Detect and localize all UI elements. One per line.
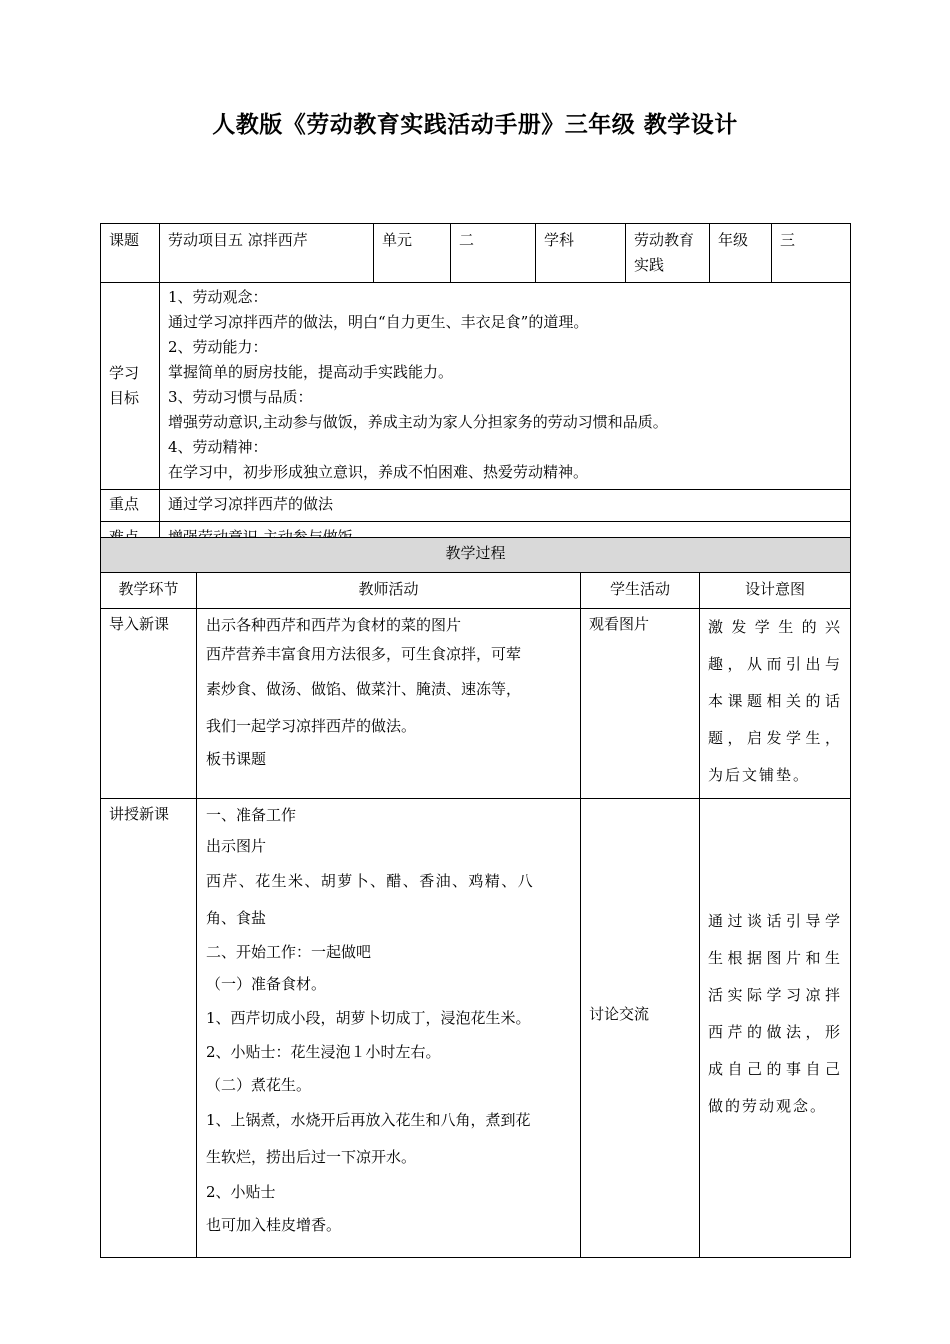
table-row — [101, 799, 851, 1258]
grade-label: 年级 — [718, 231, 749, 249]
objective-line: 2、劳动能力： — [168, 338, 268, 356]
topic-label-cell — [101, 224, 160, 283]
column-header — [101, 573, 197, 609]
grade-value-cell — [772, 224, 851, 283]
subject-label-cell — [536, 224, 626, 283]
teacher-activity-cell — [197, 799, 581, 1258]
column-header — [197, 573, 581, 609]
teaching-process-table — [100, 537, 851, 1258]
unit-value: 二 — [459, 231, 475, 249]
topic-value: 劳动项目五 凉拌西芹 — [168, 231, 308, 249]
lesson-info-table — [100, 223, 851, 555]
teacher-line: 我们一起学习凉拌西芹的做法。 — [206, 717, 417, 735]
design-intent: 通过谈话引导学生根据图片和生活实际学习凉拌西芹的做法，形成自己的事自己做的劳动观念。 — [708, 912, 843, 1115]
objective-line: 增强劳动意识,主动参与做饭，养成主动为家人分担家务的劳动习惯和品质。 — [168, 413, 668, 431]
teacher-line: 也可加入桂皮增香。 — [206, 1216, 342, 1234]
teacher-line: 板书课题 — [206, 750, 267, 768]
teacher-line: 角、食盐 — [206, 909, 267, 927]
topic-label: 课题 — [109, 231, 140, 249]
design-intent: 激发学生的兴趣，从而引出与本课题相关的话题，启发学生，为后文铺垫。 — [708, 618, 843, 784]
student-activity-cell — [581, 799, 700, 1258]
grade-value: 三 — [780, 231, 796, 249]
teacher-activity-cell — [197, 609, 581, 799]
stage-cell — [101, 799, 197, 1258]
teacher-line: （二）煮花生。 — [206, 1076, 312, 1094]
objective-line: 1、劳动观念： — [168, 288, 268, 306]
column-header-teacher: 教师活动 — [358, 580, 419, 598]
stage-label: 导入新课 — [109, 615, 170, 633]
teacher-line: 出示图片 — [206, 837, 267, 855]
document-title: 人教版《劳动教育实践活动手册》三年级 教学设计 — [212, 111, 738, 138]
topic-value-cell — [160, 224, 374, 283]
column-header-student: 学生活动 — [609, 580, 670, 598]
design-intent-cell — [700, 609, 851, 799]
column-header — [700, 573, 851, 609]
objectives-cell — [160, 283, 851, 490]
unit-label: 单元 — [382, 231, 413, 249]
unit-value-cell — [451, 224, 536, 283]
teacher-line: 出示各种西芹和西芹为食材的菜的图片 — [206, 616, 462, 634]
teacher-line: 2、小贴士：花生浸泡１小时左右。 — [206, 1043, 441, 1061]
subject-value-cell — [626, 224, 710, 283]
teacher-line: 2、小贴士 — [206, 1183, 276, 1201]
teacher-line: 素炒食、做汤、做馅、做菜汁、腌渍、速冻等， — [206, 680, 522, 698]
teacher-line: 生软烂，捞出后过一下凉开水。 — [206, 1148, 417, 1166]
student-activity: 观看图片 — [589, 615, 650, 633]
teacher-line: 1、上锅煮，水烧开后再放入花生和八角，煮到花 — [206, 1111, 531, 1129]
design-intent-cell — [700, 799, 851, 1258]
stage-label: 讲授新课 — [109, 805, 170, 823]
column-header-stage: 教学环节 — [118, 580, 179, 598]
key-point-label-cell — [101, 490, 160, 522]
objectives-label: 学习目标 — [109, 364, 140, 407]
objective-line: 通过学习凉拌西芹的做法，明白“自力更生、丰衣足食”的道理。 — [168, 313, 589, 331]
subject-value: 劳动教育实践 — [634, 231, 695, 274]
unit-label-cell — [374, 224, 451, 283]
student-activity-cell — [581, 609, 700, 799]
table-row — [101, 609, 851, 799]
key-point-label: 重点 — [109, 495, 140, 513]
objective-line: 在学习中，初步形成独立意识，养成不怕困难、热爱劳动精神。 — [168, 463, 589, 481]
grade-label-cell — [710, 224, 772, 283]
teacher-line: （一）准备食材。 — [206, 975, 327, 993]
key-point-value: 通过学习凉拌西芹的做法 — [168, 495, 334, 513]
objective-line: 掌握简单的厨房技能，提高动手实践能力。 — [168, 363, 454, 381]
student-activity: 讨论交流 — [589, 1004, 650, 1023]
stage-cell — [101, 609, 197, 799]
teacher-line: 西芹、花生米、胡萝卜、醋、香油、鸡精、八 — [206, 872, 535, 890]
teacher-line: 1、西芹切成小段，胡萝卜切成丁，浸泡花生米。 — [206, 1009, 531, 1027]
teacher-line: 二、开始工作：一起做吧 — [206, 943, 372, 961]
objective-line: 3、劳动习惯与品质： — [168, 388, 313, 406]
column-header-intent: 设计意图 — [745, 580, 806, 598]
process-header-cell — [101, 538, 851, 573]
key-point-cell — [160, 490, 851, 522]
subject-label: 学科 — [544, 231, 575, 249]
teacher-line: 一、准备工作 — [206, 806, 297, 824]
teacher-line: 西芹营养丰富食用方法很多，可生食凉拌，可荤 — [206, 645, 522, 663]
objective-line: 4、劳动精神： — [168, 438, 268, 456]
process-header: 教学过程 — [445, 544, 506, 562]
column-header — [581, 573, 700, 609]
objectives-label-cell — [101, 283, 160, 490]
